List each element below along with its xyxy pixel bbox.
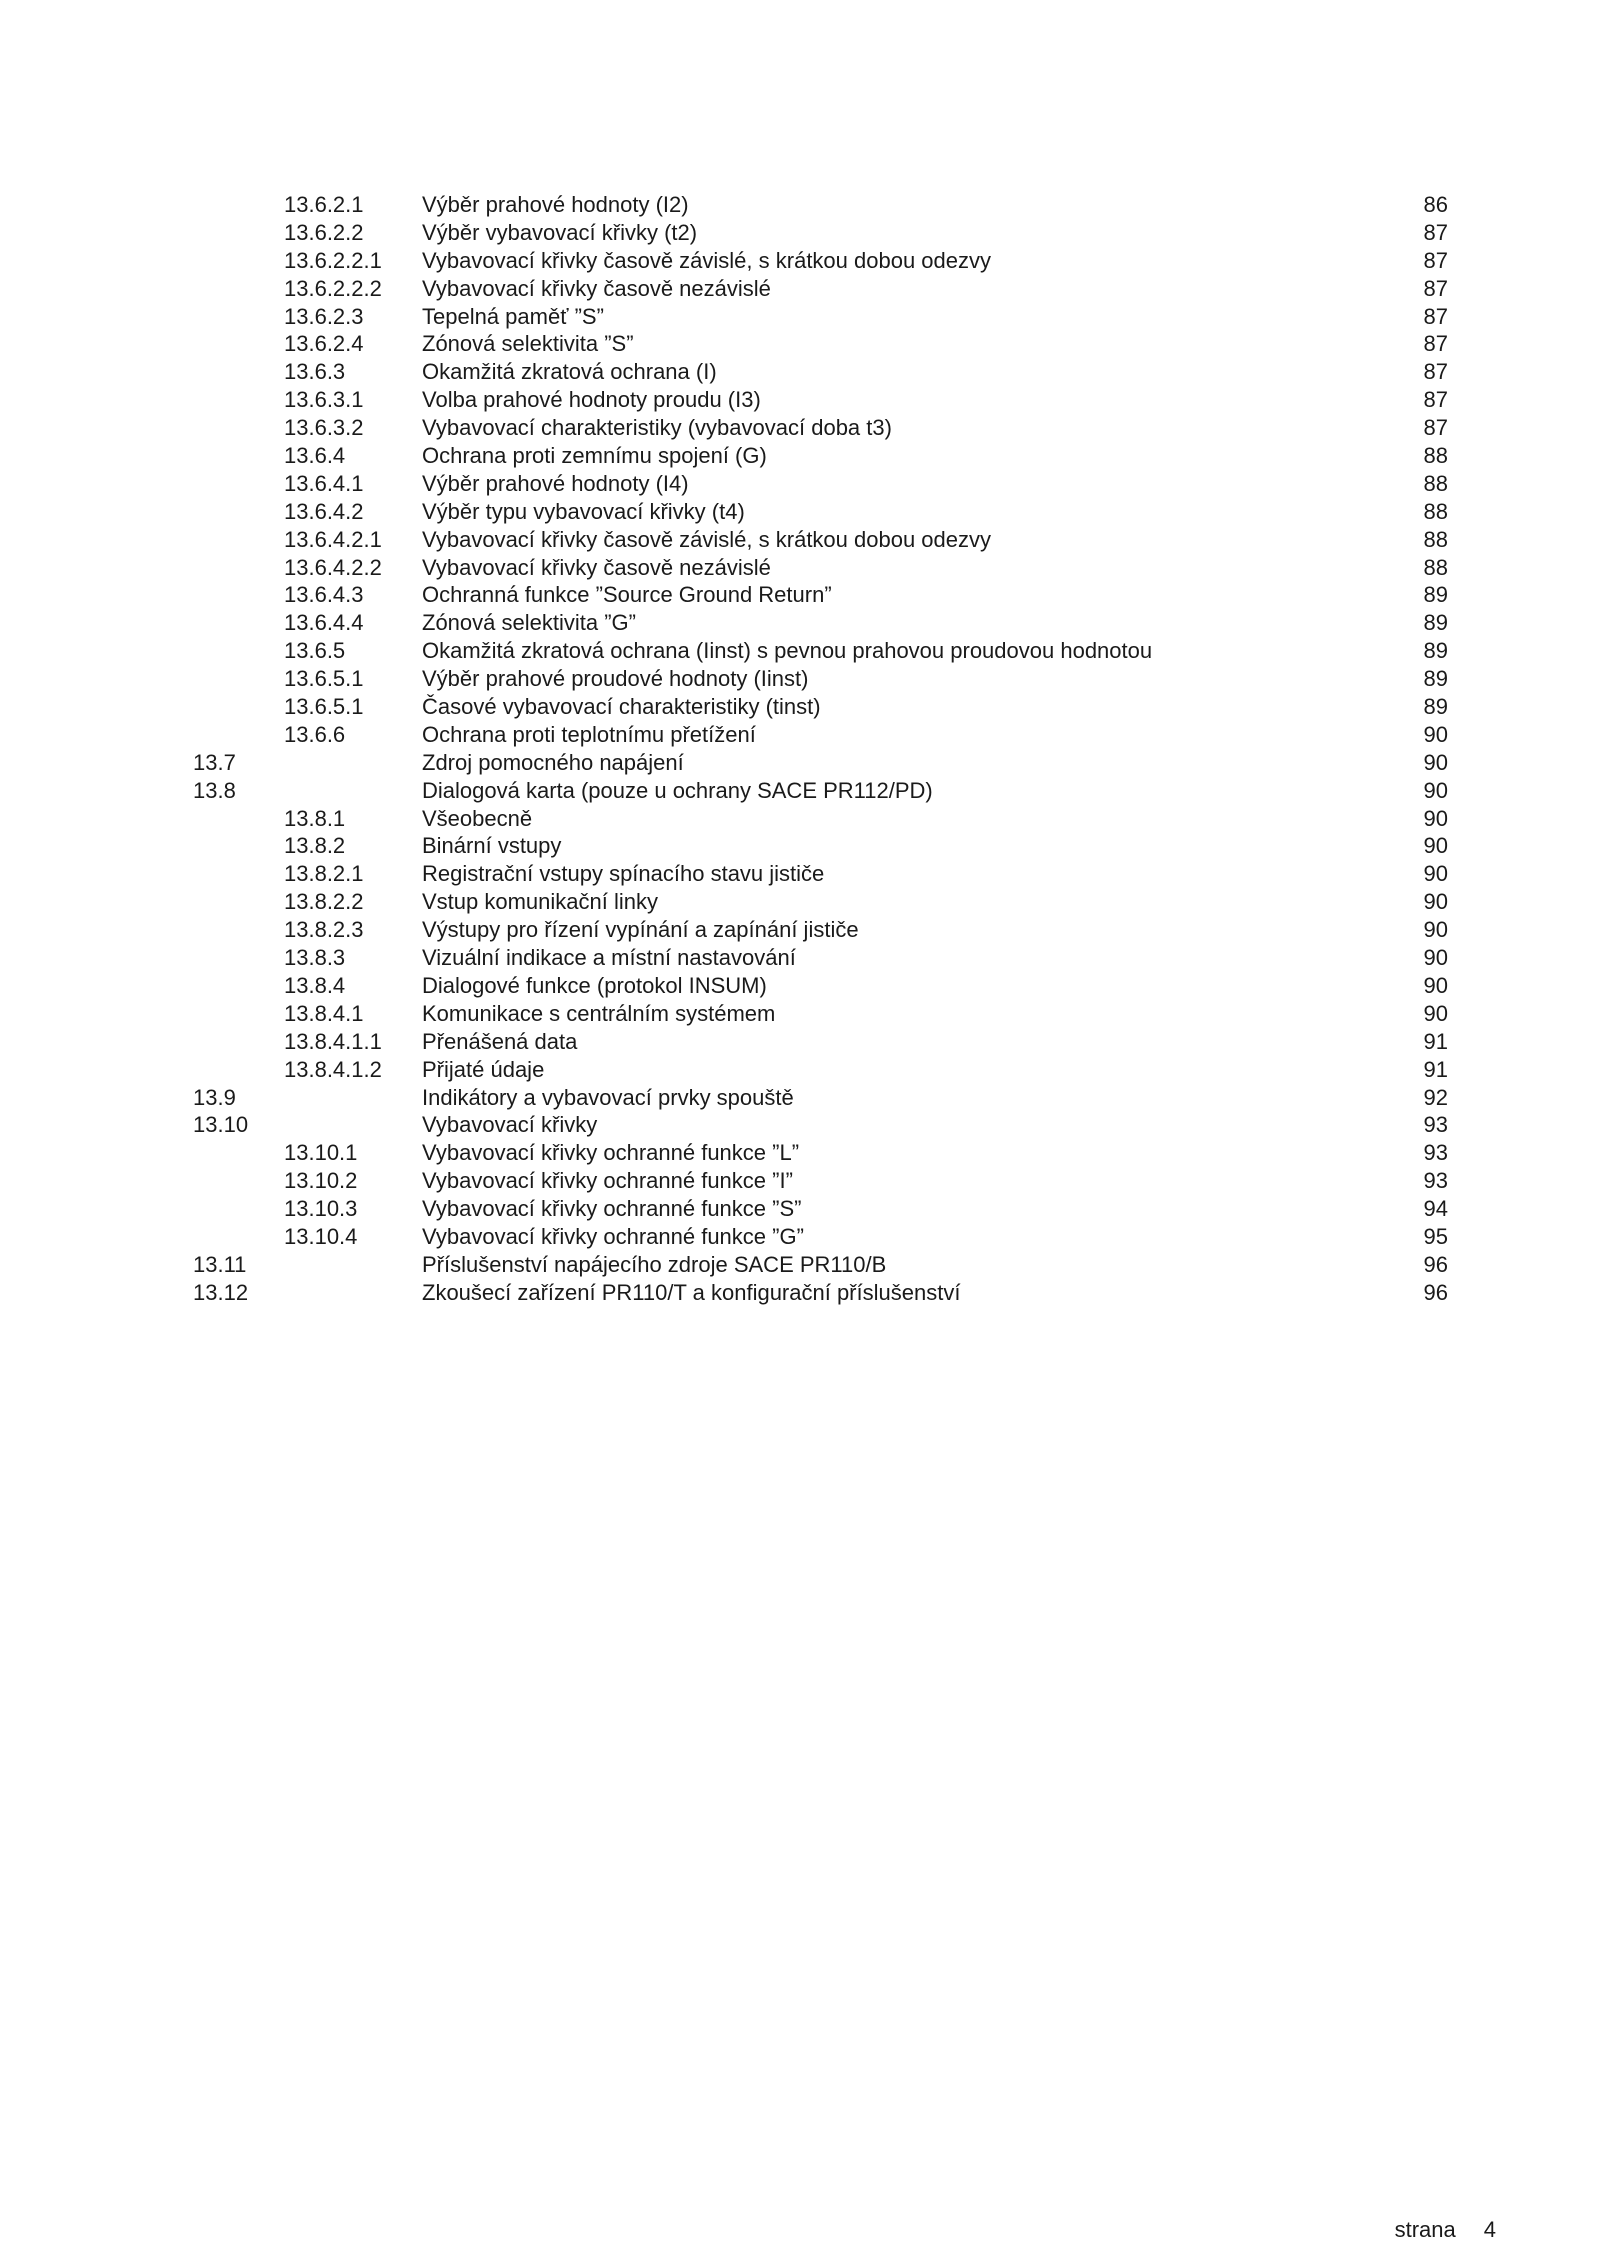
toc-entry-title: Výběr prahové proudové hodnoty (Iinst) <box>422 666 809 692</box>
toc-entry-title: Výstupy pro řízení vypínání a zapínání jističe <box>422 917 859 943</box>
toc-entry-title: Vybavovací křivky ochranné funkce ”L” <box>422 1140 800 1166</box>
toc-entry-number: 13.6.4.3 <box>284 582 364 608</box>
toc-entry-title: Přijaté údaje <box>422 1056 545 1082</box>
toc-entry <box>0 1167 1600 1195</box>
toc-entry-number: 13.6.2.2.1 <box>284 247 382 273</box>
toc-entry-title: Vizuální indikace a místní nastavování <box>422 945 796 971</box>
toc-entry <box>0 275 1600 303</box>
toc-entry-page: 88 <box>1423 526 1448 552</box>
toc-entry-number: 13.10.1 <box>284 1140 358 1166</box>
toc-entry-title: Binární vstupy <box>422 833 562 859</box>
toc-entry-title: Přenášená data <box>422 1028 578 1054</box>
toc-entry-title: Ochranná funkce ”Source Ground Return” <box>422 582 832 608</box>
toc-entry-number: 13.6.4.4 <box>284 610 364 636</box>
toc-entry <box>0 442 1600 470</box>
toc-entry-page: 87 <box>1423 275 1448 301</box>
toc-entry <box>0 1084 1600 1112</box>
toc-entry <box>0 358 1600 386</box>
toc-entry-number: 13.8.4.1 <box>284 1000 364 1026</box>
page-footer <box>1395 2216 1496 2244</box>
toc-entry-title: Zkoušecí zařízení PR110/T a konfigurační příslušenství <box>422 1279 961 1305</box>
toc-entry-page: 90 <box>1423 917 1448 943</box>
toc-entry-number: 13.6.4.2.2 <box>284 554 382 580</box>
toc-entry-title: Výběr prahové hodnoty (I4) <box>422 470 689 496</box>
toc-entry-title: Vybavovací křivky ochranné funkce ”I” <box>422 1168 793 1194</box>
toc-entry-title: Komunikace s centrálním systémem <box>422 1000 776 1026</box>
toc-entry <box>0 693 1600 721</box>
toc-entry <box>0 1000 1600 1028</box>
toc-entry-page: 89 <box>1423 666 1448 692</box>
toc-entry-page: 87 <box>1423 415 1448 441</box>
toc-entry-page: 93 <box>1423 1168 1448 1194</box>
toc-entry-title: Vybavovací křivky časově závislé, s krátkou dobou odezvy <box>422 247 992 273</box>
toc-entry-page: 93 <box>1423 1140 1448 1166</box>
toc-entry-title: Okamžitá zkratová ochrana (Iinst) s pevnou prahovou proudovou hodnotou <box>422 638 1153 664</box>
toc-entry-number: 13.10 <box>193 1112 249 1138</box>
toc-entry <box>0 330 1600 358</box>
toc-entry-page: 87 <box>1423 331 1448 357</box>
footer-page-number: 4 <box>1483 2217 1496 2242</box>
toc-entry-page: 90 <box>1423 972 1448 998</box>
toc-entry-number: 13.10.3 <box>284 1196 358 1222</box>
toc-entry <box>0 386 1600 414</box>
toc-entry-number: 13.6.2.2 <box>284 219 364 245</box>
toc-entry <box>0 470 1600 498</box>
toc-entry-title: Vybavovací křivky časově závislé, s krátkou dobou odezvy <box>422 526 992 552</box>
toc-entry <box>0 721 1600 749</box>
toc-entry-page: 94 <box>1423 1196 1448 1222</box>
toc-entry-number: 13.8 <box>193 777 236 803</box>
toc-entry <box>0 1195 1600 1223</box>
toc-entry-number: 13.8.2.3 <box>284 917 364 943</box>
toc-entry-number: 13.10.4 <box>284 1223 358 1249</box>
toc-entry-number: 13.8.2.1 <box>284 861 364 887</box>
toc-entry-page: 90 <box>1423 805 1448 831</box>
toc-entry-page: 96 <box>1423 1279 1448 1305</box>
toc-entry-page: 93 <box>1423 1112 1448 1138</box>
toc-entry <box>0 1279 1600 1307</box>
toc-entry-page: 89 <box>1423 582 1448 608</box>
toc-entry-number: 13.8.3 <box>284 945 346 971</box>
toc-entry-page: 89 <box>1423 694 1448 720</box>
toc-entry-title: Výběr typu vybavovací křivky (t4) <box>422 498 745 524</box>
toc-entry-number: 13.11 <box>193 1251 247 1277</box>
toc-entry-number: 13.6.4 <box>284 443 346 469</box>
toc-entry-number: 13.8.2 <box>284 833 346 859</box>
toc-entry-title: Volba prahové hodnoty proudu (I3) <box>422 387 761 413</box>
toc-entry <box>0 219 1600 247</box>
toc-entry <box>0 498 1600 526</box>
toc-entry-page: 95 <box>1423 1223 1448 1249</box>
toc-entry <box>0 916 1600 944</box>
toc-entry <box>0 1028 1600 1056</box>
toc-entry <box>0 749 1600 777</box>
toc-entry-title: Indikátory a vybavovací prvky spouště <box>422 1084 794 1110</box>
toc-entry-title: Vybavovací křivky ochranné funkce ”G” <box>422 1223 804 1249</box>
toc-entry-page: 88 <box>1423 470 1448 496</box>
toc-entry-page: 87 <box>1423 387 1448 413</box>
toc-entry <box>0 888 1600 916</box>
toc-entry-page: 87 <box>1423 359 1448 385</box>
toc-entry-page: 90 <box>1423 861 1448 887</box>
toc-entry-page: 90 <box>1423 777 1448 803</box>
toc-entry-title: Časové vybavovací charakteristiky (tinst) <box>422 694 821 720</box>
toc-entry-title: Okamžitá zkratová ochrana (I) <box>422 359 717 385</box>
toc-entry <box>0 637 1600 665</box>
toc-entry-number: 13.6.4.2.1 <box>284 526 382 552</box>
toc-entry-title: Výběr vybavovací křivky (t2) <box>422 219 698 245</box>
toc-entry <box>0 1111 1600 1139</box>
toc-entry-number: 13.8.2.2 <box>284 889 364 915</box>
toc-entry-number: 13.8.4.1.1 <box>284 1028 382 1054</box>
toc-entry <box>0 609 1600 637</box>
toc-entry <box>0 191 1600 219</box>
toc-entry-title: Všeobecně <box>422 805 533 831</box>
toc-entry <box>0 777 1600 805</box>
toc-entry-number: 13.6.3 <box>284 359 346 385</box>
toc-entry-page: 90 <box>1423 945 1448 971</box>
toc-entry-number: 13.6.2.3 <box>284 303 364 329</box>
toc-entry <box>0 581 1600 609</box>
toc-entry <box>0 944 1600 972</box>
toc-entry-title: Registrační vstupy spínacího stavu jističe <box>422 861 825 887</box>
toc-entry-page: 90 <box>1423 721 1448 747</box>
toc-entry-title: Ochrana proti zemnímu spojení (G) <box>422 443 767 469</box>
toc-entry-number: 13.6.3.1 <box>284 387 364 413</box>
toc-entry-number: 13.6.6 <box>284 721 346 747</box>
toc-entry-number: 13.8.4 <box>284 972 346 998</box>
toc-entry-page: 90 <box>1423 749 1448 775</box>
toc-entry-page: 91 <box>1423 1056 1448 1082</box>
toc-entry-page: 90 <box>1423 1000 1448 1026</box>
toc-entry-page: 88 <box>1423 443 1448 469</box>
toc-entry <box>0 860 1600 888</box>
toc-entry-title: Vybavovací křivky ochranné funkce ”S” <box>422 1196 802 1222</box>
toc-entry-page: 91 <box>1423 1028 1448 1054</box>
toc-entry <box>0 1056 1600 1084</box>
toc-entry-title: Vybavovací křivky <box>422 1112 598 1138</box>
toc-entry <box>0 805 1600 833</box>
toc-entry-page: 90 <box>1423 833 1448 859</box>
toc-entry-number: 13.6.3.2 <box>284 415 364 441</box>
toc-entry-title: Ochrana proti teplotnímu přetížení <box>422 721 756 747</box>
toc-entry-title: Vybavovací křivky časově nezávislé <box>422 554 771 580</box>
toc-entry <box>0 832 1600 860</box>
toc-entry-page: 92 <box>1423 1084 1448 1110</box>
toc-entry-page: 89 <box>1423 610 1448 636</box>
toc-entry-page: 87 <box>1423 247 1448 273</box>
toc-entry-page: 87 <box>1423 219 1448 245</box>
toc-entry-page: 90 <box>1423 889 1448 915</box>
toc-entry-number: 13.7 <box>193 749 236 775</box>
toc-entry-number: 13.6.2.2.2 <box>284 275 382 301</box>
toc-entry-number: 13.6.2.4 <box>284 331 364 357</box>
toc-entry-number: 13.6.5.1 <box>284 694 364 720</box>
toc-entry-page: 87 <box>1423 303 1448 329</box>
toc-entry-title: Zónová selektivita ”G” <box>422 610 636 636</box>
toc-entry-number: 13.6.5 <box>284 638 346 664</box>
toc-entry-number: 13.6.2.1 <box>284 192 364 217</box>
toc-entry-number: 13.8.1 <box>284 805 346 831</box>
toc-entry <box>0 1251 1600 1279</box>
toc-entry-number: 13.6.4.1 <box>284 470 364 496</box>
toc-entry-page: 86 <box>1423 192 1448 217</box>
toc-entry-title: Výběr prahové hodnoty (I2) <box>422 192 689 217</box>
toc-entry <box>0 247 1600 275</box>
toc-entry-number: 13.10.2 <box>284 1168 358 1194</box>
toc-entry <box>0 414 1600 442</box>
toc-entry-title: Vstup komunikační linky <box>422 889 658 915</box>
toc-entry-page: 96 <box>1423 1251 1448 1277</box>
toc-entry-page: 89 <box>1423 638 1448 664</box>
toc-entry <box>0 1139 1600 1167</box>
toc-entry-number: 13.9 <box>193 1084 236 1110</box>
toc-entry-title: Tepelná paměť ”S” <box>422 303 604 329</box>
toc-entry <box>0 526 1600 554</box>
toc-entry-title: Dialogová karta (pouze u ochrany SACE PR112/PD) <box>422 777 933 803</box>
toc-entry <box>0 972 1600 1000</box>
table-of-contents <box>0 191 1600 1307</box>
toc-entry-number: 13.6.4.2 <box>284 498 364 524</box>
toc-entry-title: Příslušenství napájecího zdroje SACE PR110/B <box>422 1251 887 1277</box>
toc-entry <box>0 303 1600 331</box>
toc-entry <box>0 1223 1600 1251</box>
toc-entry <box>0 554 1600 582</box>
toc-entry-page: 88 <box>1423 554 1448 580</box>
toc-entry-title: Vybavovací charakteristiky (vybavovací doba t3) <box>422 415 892 441</box>
toc-entry-page: 88 <box>1423 498 1448 524</box>
toc-entry <box>0 665 1600 693</box>
toc-entry-number: 13.8.4.1.2 <box>284 1056 382 1082</box>
toc-entry-title: Vybavovací křivky časově nezávislé <box>422 275 771 301</box>
toc-entry-number: 13.6.5.1 <box>284 666 364 692</box>
toc-entry-title: Zónová selektivita ”S” <box>422 331 634 357</box>
toc-entry-title: Zdroj pomocného napájení <box>422 749 684 775</box>
footer-page-label: strana <box>1394 2217 1456 2242</box>
toc-entry-title: Dialogové funkce (protokol INSUM) <box>422 972 767 998</box>
toc-entry-number: 13.12 <box>193 1279 249 1305</box>
